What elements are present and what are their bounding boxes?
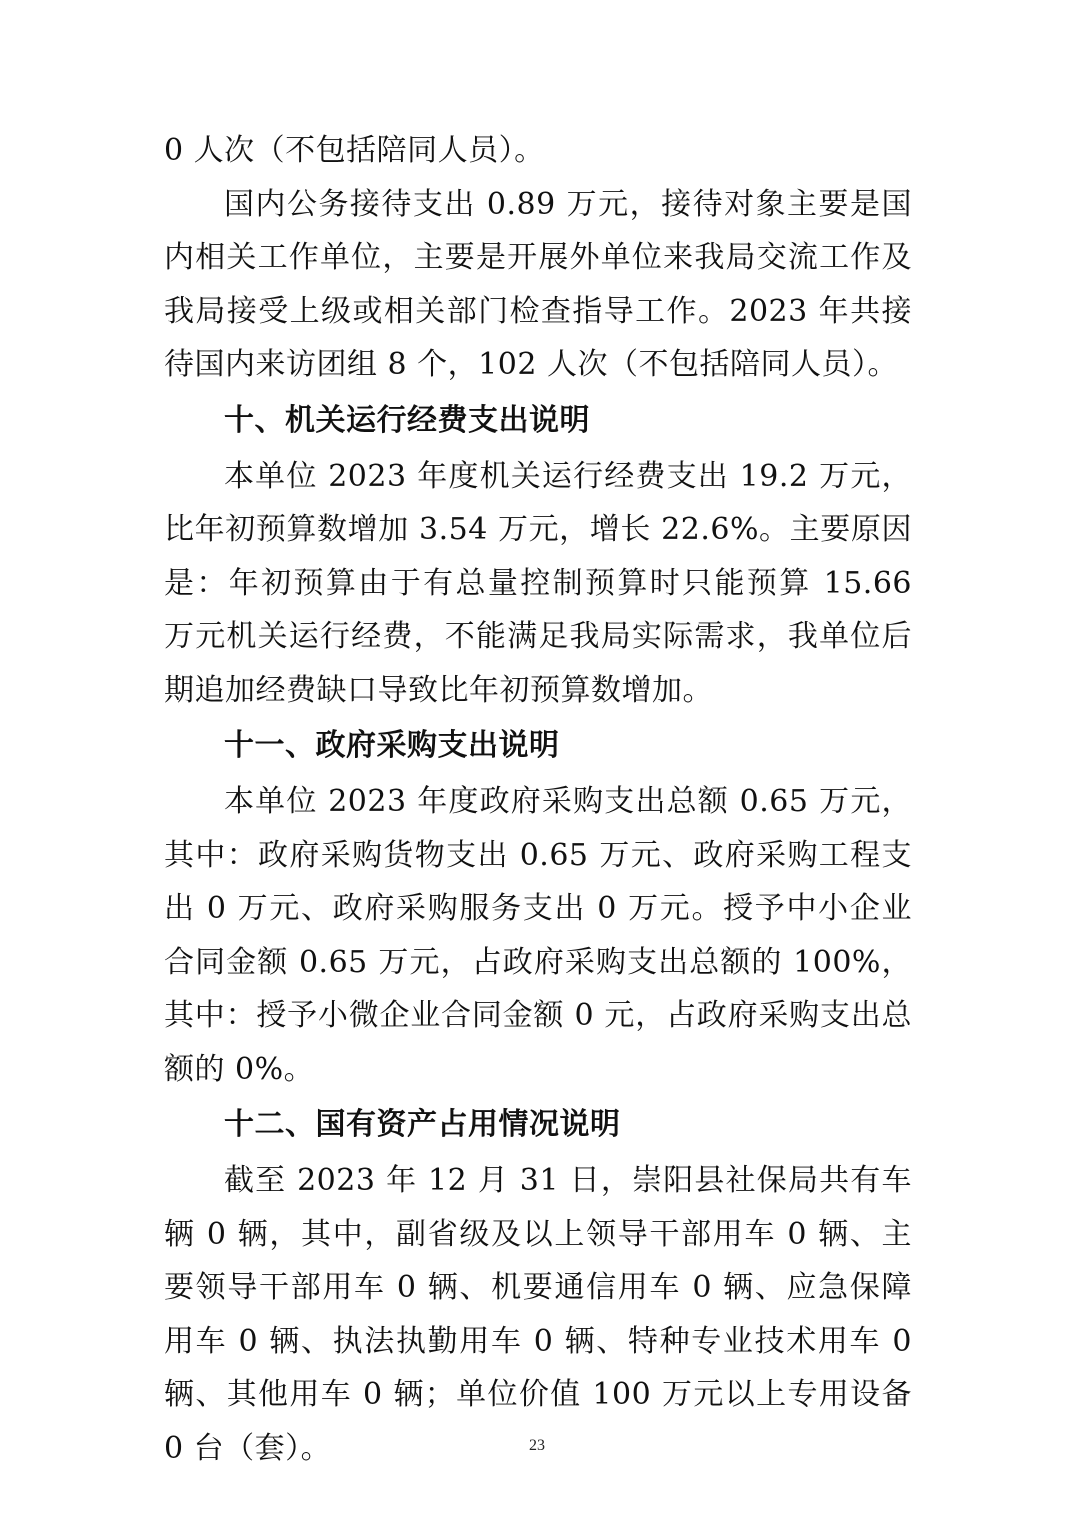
document-body — [164, 124, 912, 1475]
paragraph-continuation: 0 人次（不包括陪同人员）。 — [164, 133, 545, 168]
section-heading-10: 十、机关运行经费支出说明 — [224, 402, 590, 438]
section-heading-11: 十一、政府采购支出说明 — [224, 728, 560, 763]
page-number: 23 — [529, 1437, 545, 1454]
paragraph-government-procurement: 本单位 2023 年度政府采购支出总额 0.65 万元，其中：政府采购货物支出 0.65 万元、政府采购工程支出 0 万元、政府采购服务支出 0 万元。授予中小企业合同金额 0.65 万元，占政府采购支出总额的 100%，其中：授予小微企业合同金额 0 元，占政府采购支出总额的 0%。 — [164, 784, 912, 1087]
section-heading-12: 十二、国有资产占用情况说明 — [224, 1107, 621, 1142]
paragraph-state-assets: 截至 2023 年 12 月 31 日，崇阳县社保局共有车辆 0 辆，其中，副省级及以上领导干部用车 0 辆、主要领导干部用车 0 辆、机要通信用车 0 辆、应急保障用车 0 辆、执法执勤用车 0 辆、特种专业技术用车 0 辆、其他用车 0 辆；单位价值 100 万元以上专用设备 0 台（套）。 — [164, 1163, 912, 1466]
paragraph-domestic-reception: 国内公务接待支出 0.89 万元，接待对象主要是国内相关工作单位，主要是开展外单位来我局交流工作及我局接受上级或相关部门检查指导工作。2023 年共接待国内来访团组 8 个，102 人次（不包括陪同人员）。 — [164, 186, 912, 382]
paragraph-operating-expenses: 本单位 2023 年度机关运行经费支出 19.2 万元，比年初预算数增加 3.54 万元，增长 22.6%。主要原因是：年初预算由于有总量控制预算时只能预算 15.66 万元机关运行经费，不能满足我局实际需求，我单位后期追加经费缺口导致比年初预算数增加。 — [164, 458, 912, 708]
